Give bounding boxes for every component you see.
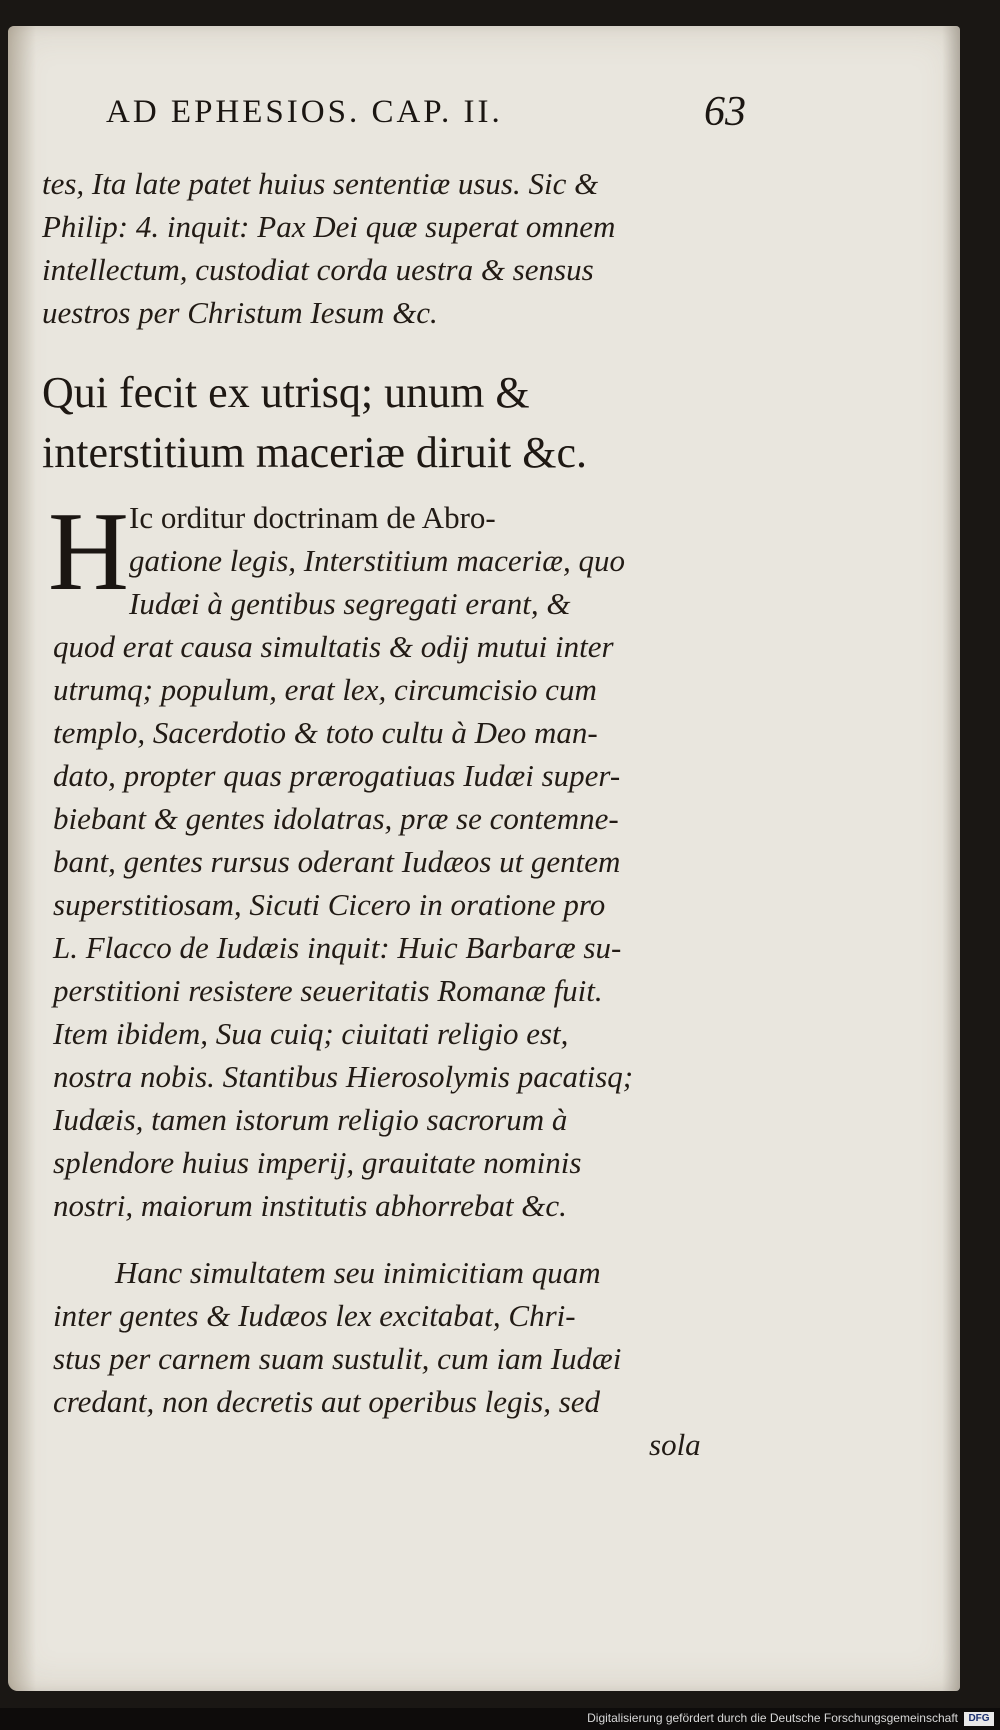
text-line: Hanc simultatem seu inimicitiam quam xyxy=(115,1255,601,1290)
text-line: templo, Sacerdotio & toto cultu à Deo man- xyxy=(53,715,598,750)
heading-line: interstitium maceriæ diruit &c. xyxy=(42,428,587,477)
text-line: Iudæis, tamen istorum religio sacrorum à xyxy=(53,1102,568,1137)
text-line: perstitioni resistere seueritatis Romanæ fuit. xyxy=(53,973,603,1008)
running-title: AD EPHESIOS. CAP. II. xyxy=(106,94,503,130)
text-line: L. Flacco de Iudæis inquit: Huic Barbaræ su- xyxy=(53,930,622,965)
text-line: utrumq; populum, erat lex, circumcisio cum xyxy=(53,672,597,707)
text-line: Item ibidem, Sua cuiq; ciuitati religio est, xyxy=(53,1016,569,1051)
text-line: gatione legis, Interstitium maceriæ, quo xyxy=(129,543,625,578)
text-line: inter gentes & Iudæos lex excitabat, Chri- xyxy=(53,1298,576,1333)
funding-credit: Digitalisierung gefördert durch die Deutsche Forschungsgemeinschaft xyxy=(587,1711,958,1725)
page-number: 63 xyxy=(704,89,746,135)
text-line: superstitiosam, Sicuti Cicero in oratione pro xyxy=(53,887,606,922)
running-head xyxy=(106,88,786,148)
text-line: credant, non decretis aut operibus legis, sed xyxy=(53,1384,601,1419)
continuation-text xyxy=(42,162,742,334)
paragraph-2 xyxy=(53,1251,743,1466)
text-line: splendore huius imperij, grauitate nominis xyxy=(53,1145,582,1180)
book-page xyxy=(8,26,960,1691)
text-line: nostri, maiorum institutis abhorrebat &c. xyxy=(53,1188,567,1223)
text-line: biebant & gentes idolatras, præ se contemne- xyxy=(53,801,619,836)
text-line: Philip: 4. inquit: Pax Dei quæ superat omnem xyxy=(42,209,616,244)
text-line: Iudæi à gentibus segregati erant, & xyxy=(129,586,571,621)
drop-capital: H xyxy=(48,490,129,614)
text-line: intellectum, custodiat corda uestra & sensus xyxy=(42,252,594,287)
text-line: dato, propter quas prærogatiuas Iudæi super- xyxy=(53,758,621,793)
text-line: quod erat causa simultatis & odij mutui inter xyxy=(53,629,614,664)
footer-bar xyxy=(0,1708,1000,1730)
text-line: uestros per Christum Iesum &c. xyxy=(42,295,438,330)
section-heading xyxy=(42,363,742,483)
text-line: Ic orditur doctrinam de Abro- xyxy=(129,500,496,535)
heading-line: Qui fecit ex utrisq; unum & xyxy=(42,368,530,417)
paragraph-1 xyxy=(53,496,743,1227)
text-line: bant, gentes rursus oderant Iudæos ut gentem xyxy=(53,844,621,879)
text-line: tes, Ita late patet huius sententiæ usus. Sic & xyxy=(42,166,599,201)
dfg-logo: DFG xyxy=(964,1712,994,1726)
text-line: nostra nobis. Stantibus Hierosolymis pacatisq; xyxy=(53,1059,634,1094)
text-line: stus per carnem suam sustulit, cum iam Iudæi xyxy=(53,1341,622,1376)
catchword: sola xyxy=(649,1427,701,1462)
